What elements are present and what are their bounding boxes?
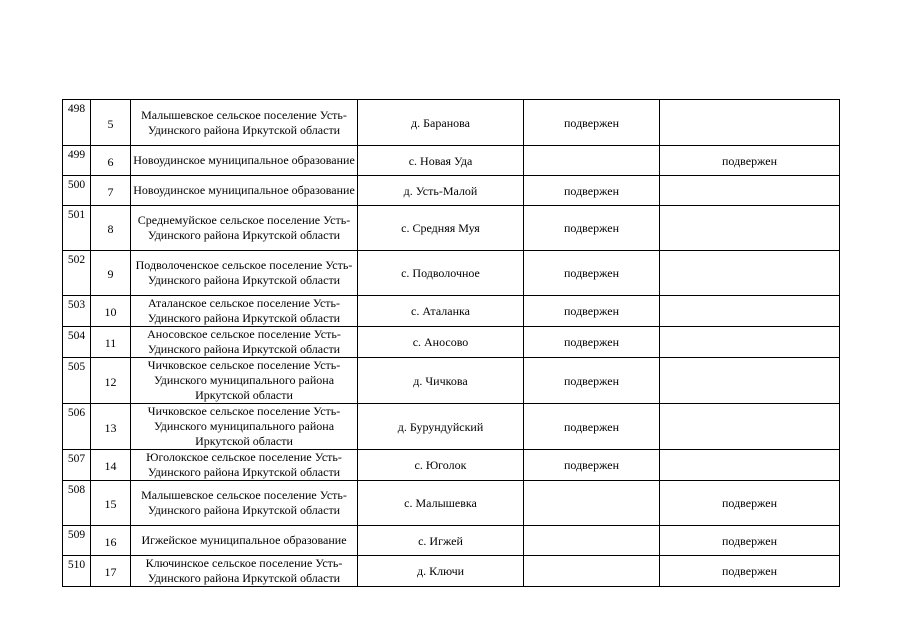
- row-number: 502: [63, 251, 91, 296]
- row-number: 499: [63, 146, 91, 176]
- municipality-name: Малышевское сельское поселение Усть-Удинского района Иркутской области: [131, 100, 358, 146]
- row-number: 501: [63, 206, 91, 251]
- row-index: 12: [91, 358, 131, 404]
- settlement-name: с. Юголок: [358, 450, 524, 481]
- settlement-name: д. Баранова: [358, 100, 524, 146]
- settlement-name: с. Аносово: [358, 327, 524, 358]
- status-col6: [660, 404, 840, 450]
- status-col6: [660, 176, 840, 206]
- table-row: [63, 526, 840, 556]
- settlement-name: с. Новая Уда: [358, 146, 524, 176]
- row-number: 508: [63, 481, 91, 526]
- settlements-table: [62, 99, 840, 587]
- status-col6: [660, 100, 840, 146]
- municipality-name: Аносовское сельское поселение Усть-Удинского района Иркутской области: [131, 327, 358, 358]
- row-index: 15: [91, 481, 131, 526]
- status-col5: подвержен: [524, 358, 660, 404]
- municipality-name: Юголокское сельское поселение Усть-Удинского района Иркутской области: [131, 450, 358, 481]
- settlement-name: д. Чичкова: [358, 358, 524, 404]
- row-number: 509: [63, 526, 91, 556]
- row-number: 504: [63, 327, 91, 358]
- table-row: [63, 146, 840, 176]
- municipality-name: Чичковское сельское поселение Усть-Удинского муниципального района Иркутской области: [131, 358, 358, 404]
- status-col5: [524, 146, 660, 176]
- status-col6: [660, 327, 840, 358]
- table-body: [63, 100, 840, 587]
- settlement-name: с. Игжей: [358, 526, 524, 556]
- row-index: 8: [91, 206, 131, 251]
- status-col5: подвержен: [524, 404, 660, 450]
- municipality-name: Ключинское сельское поселение Усть-Удинского района Иркутской области: [131, 556, 358, 587]
- row-index: 13: [91, 404, 131, 450]
- settlement-name: с. Подволочное: [358, 251, 524, 296]
- municipality-name: Среднемуйское сельское поселение Усть-Удинского района Иркутской области: [131, 206, 358, 251]
- row-index: 9: [91, 251, 131, 296]
- row-index: 17: [91, 556, 131, 587]
- status-col6: подвержен: [660, 481, 840, 526]
- municipality-name: Игжейское муниципальное образование: [131, 526, 358, 556]
- status-col6: [660, 251, 840, 296]
- row-index: 16: [91, 526, 131, 556]
- municipality-name: Новоудинское муниципальное образование: [131, 176, 358, 206]
- row-number: 498: [63, 100, 91, 146]
- settlement-name: с. Малышевка: [358, 481, 524, 526]
- row-number: 500: [63, 176, 91, 206]
- row-number: 507: [63, 450, 91, 481]
- settlement-name: д. Усть-Малой: [358, 176, 524, 206]
- row-index: 14: [91, 450, 131, 481]
- row-number: 506: [63, 404, 91, 450]
- row-index: 11: [91, 327, 131, 358]
- status-col6: подвержен: [660, 526, 840, 556]
- status-col5: [524, 556, 660, 587]
- settlement-name: д. Бурундуйский: [358, 404, 524, 450]
- table-row: [63, 251, 840, 296]
- status-col5: подвержен: [524, 251, 660, 296]
- row-index: 6: [91, 146, 131, 176]
- row-number: 510: [63, 556, 91, 587]
- municipality-name: Подволоченское сельское поселение Усть-Удинского района Иркутской области: [131, 251, 358, 296]
- status-col5: подвержен: [524, 206, 660, 251]
- settlement-name: д. Ключи: [358, 556, 524, 587]
- row-index: 5: [91, 100, 131, 146]
- status-col5: подвержен: [524, 450, 660, 481]
- table-row: [63, 404, 840, 450]
- table-row: [63, 327, 840, 358]
- status-col5: [524, 481, 660, 526]
- status-col5: подвержен: [524, 296, 660, 327]
- status-col6: подвержен: [660, 146, 840, 176]
- table-row: [63, 296, 840, 327]
- table-row: [63, 358, 840, 404]
- row-index: 7: [91, 176, 131, 206]
- municipality-name: Чичковское сельское поселение Усть-Удинского муниципального района Иркутской области: [131, 404, 358, 450]
- status-col5: подвержен: [524, 327, 660, 358]
- status-col6: подвержен: [660, 556, 840, 587]
- status-col6: [660, 450, 840, 481]
- municipality-name: Малышевское сельское поселение Усть-Удинского района Иркутской области: [131, 481, 358, 526]
- status-col6: [660, 296, 840, 327]
- municipality-name: Новоудинское муниципальное образование: [131, 146, 358, 176]
- settlement-name: с. Аталанка: [358, 296, 524, 327]
- status-col6: [660, 206, 840, 251]
- municipality-name: Аталанское сельское поселение Усть-Удинского района Иркутской области: [131, 296, 358, 327]
- status-col5: [524, 526, 660, 556]
- row-number: 503: [63, 296, 91, 327]
- table-row: [63, 481, 840, 526]
- table-row: [63, 100, 840, 146]
- table-row: [63, 556, 840, 587]
- status-col5: подвержен: [524, 100, 660, 146]
- row-index: 10: [91, 296, 131, 327]
- status-col6: [660, 358, 840, 404]
- row-number: 505: [63, 358, 91, 404]
- table-row: [63, 450, 840, 481]
- settlement-name: с. Средняя Муя: [358, 206, 524, 251]
- table-row: [63, 206, 840, 251]
- table-row: [63, 176, 840, 206]
- status-col5: подвержен: [524, 176, 660, 206]
